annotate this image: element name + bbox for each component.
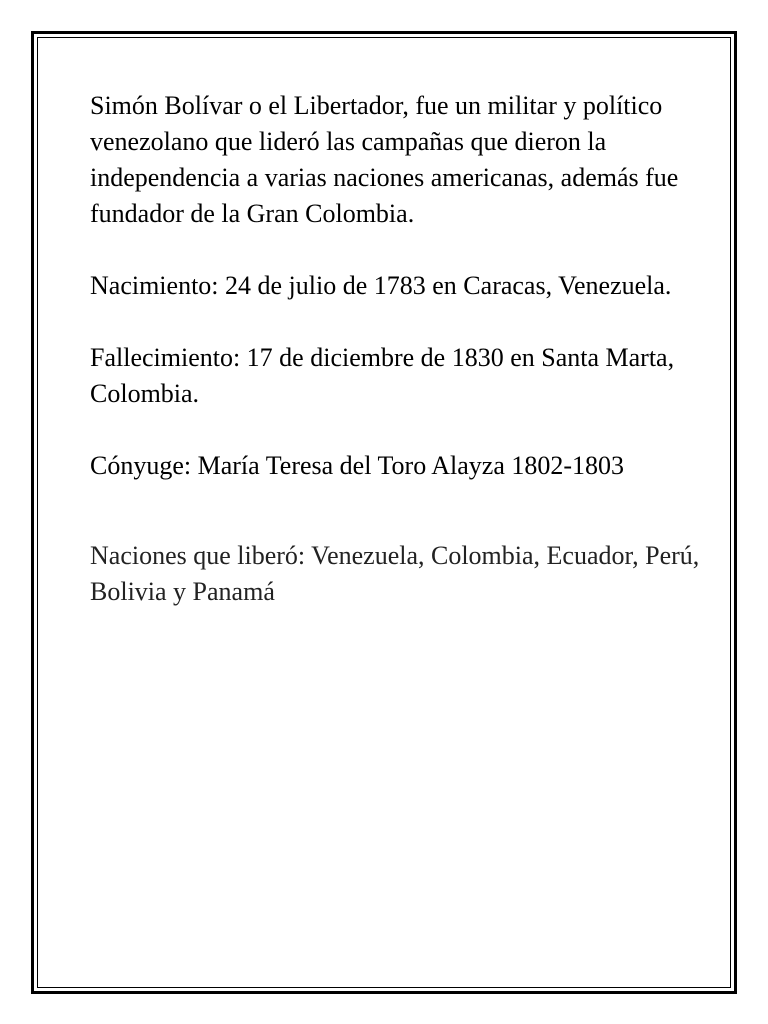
intro-paragraph: Simón Bolívar o el Libertador, fue un militar y político venezolano que lideró las campañas que dieron la independencia a varias naciones americanas, además fue fundador de la Gran Colombia. xyxy=(90,91,679,228)
death-paragraph: Fallecimiento: 17 de diciembre de 1830 en Santa Marta, Colombia. xyxy=(90,343,675,408)
birth-paragraph: Nacimiento: 24 de julio de 1783 en Caracas, Venezuela. xyxy=(90,271,672,300)
nations-paragraph: Naciones que liberó: Venezuela, Colombia, Ecuador, Perú, Bolivia y Panamá xyxy=(90,541,700,606)
document-body xyxy=(90,88,700,610)
spouse-paragraph: Cónyuge: María Teresa del Toro Alayza 1802-1803 xyxy=(90,451,625,480)
